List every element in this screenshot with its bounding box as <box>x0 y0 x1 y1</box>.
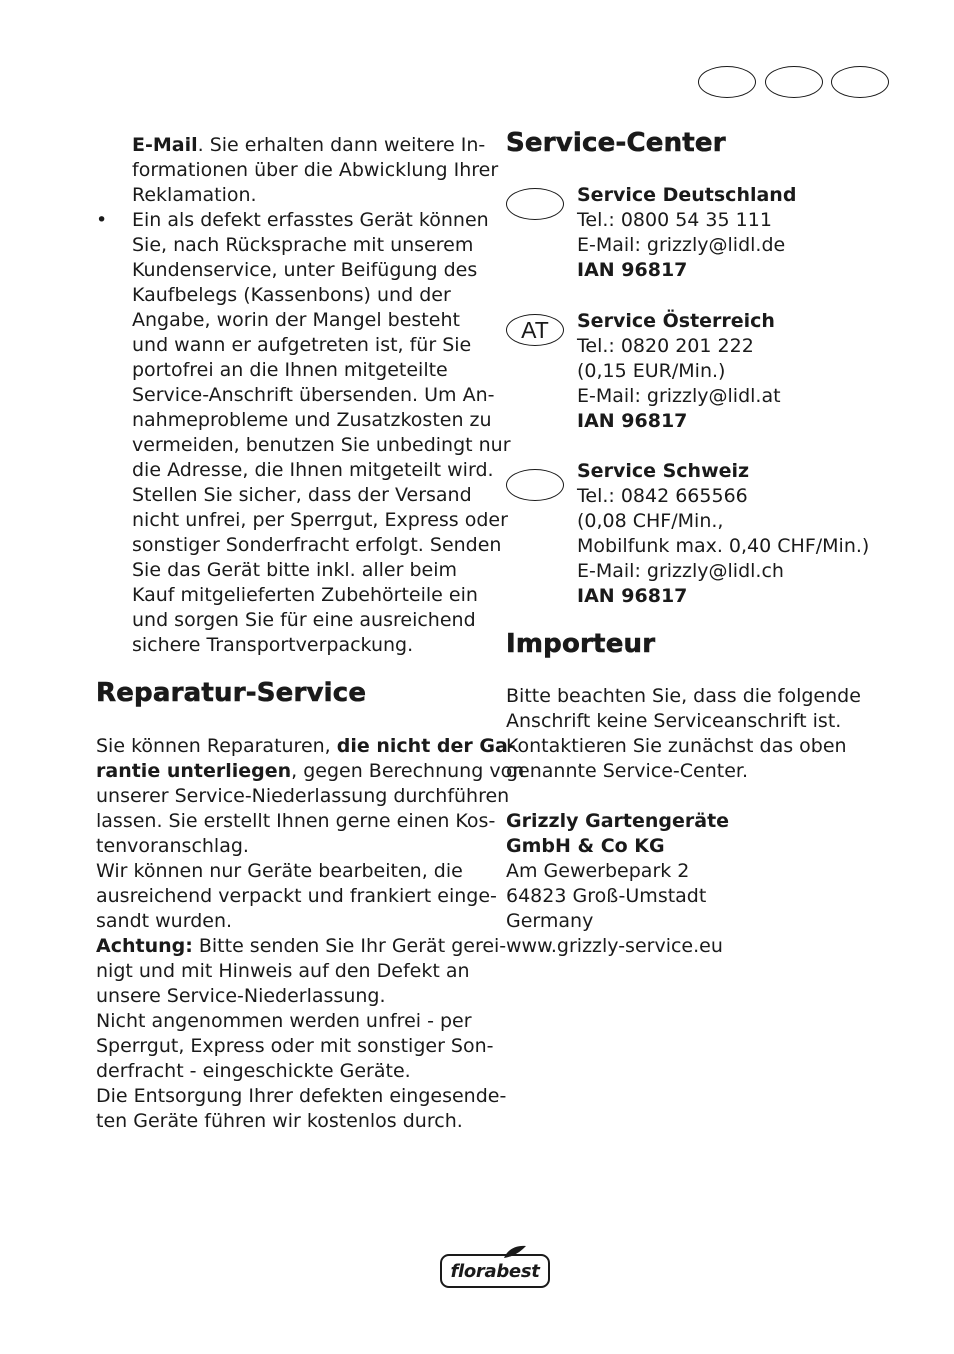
bullet-line: vermeiden, benutzen Sie unbedingt nur <box>132 434 511 456</box>
website-line: www.grizzly-service.eu <box>506 935 723 957</box>
street-line: Am Gewerbepark 2 <box>506 860 690 882</box>
importer-line: Kontaktieren Sie zunächst das oben <box>506 735 847 757</box>
logo-text: florabest <box>450 1260 540 1282</box>
bullet-line: die Adresse, die Ihnen mitgeteilt wird. <box>132 459 494 481</box>
bullet-line: und sorgen Sie für eine ausreichend <box>132 609 476 631</box>
bullet-line: sonstiger Sonderfracht erfolgt. Senden <box>132 534 502 556</box>
service-title: Service Österreich <box>577 310 775 332</box>
importer-line: Bitte beachten Sie, dass die folgende <box>506 685 861 707</box>
bullet-line: Sie das Gerät bitte inkl. aller beim <box>132 559 457 581</box>
company-name: Grizzly Gartengeräte <box>506 810 730 832</box>
country-badge-de <box>506 188 564 220</box>
repair-line: Sperrgut, Express oder mit sonstiger Son- <box>96 1035 494 1057</box>
email-line: E-Mail: grizzly@lidl.de <box>577 234 786 256</box>
bullet-line: sichere Transportverpackung. <box>132 634 414 656</box>
repair-line: sandt wurden. <box>96 910 233 932</box>
importer-address <box>506 809 729 959</box>
country-badge-at: AT <box>506 314 564 346</box>
service-title: Service Deutschland <box>577 184 797 206</box>
importer-heading: Importeur <box>506 629 656 659</box>
repair-line: unsere Service-Niederlassung. <box>96 985 386 1007</box>
bullet-line: Ein als defekt erfasstes Gerät können <box>132 209 489 231</box>
repair-line: Wir können nur Geräte bearbeiten, die <box>96 860 463 882</box>
bullet-line: Angabe, worin der Mangel besteht <box>132 309 460 331</box>
bullet-item <box>96 208 511 658</box>
bullet-line: nahmeprobleme und Zusatzkosten zu <box>132 409 492 431</box>
ian-number: IAN 96817 <box>577 410 688 432</box>
repair-service-heading: Reparatur-Service <box>96 678 367 708</box>
repair-line: tenvoranschlag. <box>96 835 249 857</box>
rate-line: (0,08 CHF/Min., <box>577 510 724 532</box>
phone-line: Tel.: 0820 201 222 <box>577 335 754 357</box>
florabest-logo <box>440 1254 550 1288</box>
service-center-switzerland <box>577 459 869 609</box>
repair-line: Sie können Reparaturen, die nicht der Ga- <box>96 735 516 757</box>
language-oval-3 <box>831 66 889 98</box>
repair-paragraph <box>96 734 524 1134</box>
phone-line: Tel.: 0800 54 35 111 <box>577 209 772 231</box>
service-title: Service Schweiz <box>577 460 750 482</box>
repair-line: Die Entsorgung Ihrer defekten eingesende- <box>96 1085 507 1107</box>
service-center-germany <box>577 183 796 283</box>
city-line: 64823 Groß-Umstadt <box>506 885 707 907</box>
email-line: E-Mail: grizzly@lidl.ch <box>577 560 784 582</box>
importer-line: genannte Service-Center. <box>506 760 749 782</box>
intro-line: E-Mail. Sie erhalten dann weitere In- <box>132 134 486 156</box>
service-center-heading: Service-Center <box>506 128 726 158</box>
bullet-line: Kaufbelegs (Kassenbons) und der <box>132 284 451 306</box>
phone-line: Tel.: 0842 665566 <box>577 485 748 507</box>
mobile-rate-line: Mobilfunk max. 0,40 CHF/Min.) <box>577 535 870 557</box>
country-line: Germany <box>506 910 594 932</box>
country-badge-ch <box>506 469 564 501</box>
intro-line: Reklamation. <box>132 184 257 206</box>
rate-line: (0,15 EUR/Min.) <box>577 360 726 382</box>
bullet-line: und wann er aufgetreten ist, für Sie <box>132 334 472 356</box>
bullet-line: Kauf mitgelieferten Zubehörteile ein <box>132 584 478 606</box>
language-oval-2 <box>765 66 823 98</box>
intro-line: formationen über die Abwicklung Ihrer <box>132 159 499 181</box>
intro-paragraph <box>132 133 498 208</box>
importer-line: Anschrift keine Serviceanschrift ist. <box>506 710 842 732</box>
repair-line: nigt und mit Hinweis auf den Defekt an <box>96 960 470 982</box>
repair-line: unserer Service-Niederlassung durchführen <box>96 785 510 807</box>
repair-line: derfracht - eingeschickte Geräte. <box>96 1060 411 1082</box>
language-oval-1 <box>698 66 756 98</box>
service-center-austria <box>577 309 781 434</box>
repair-line: ten Geräte führen wir kostenlos durch. <box>96 1110 463 1132</box>
bullet-line: Stellen Sie sicher, dass der Versand <box>132 484 472 506</box>
bullet-symbol: • <box>96 209 108 231</box>
bullet-line: portofrei an die Ihnen mitgeteilte <box>132 359 448 381</box>
repair-line: Achtung: Bitte senden Sie Ihr Gerät gerei- <box>96 935 507 957</box>
email-line: E-Mail: grizzly@lidl.at <box>577 385 781 407</box>
bullet-line: Service-Anschrift übersenden. Um An- <box>132 384 495 406</box>
ian-number: IAN 96817 <box>577 259 688 281</box>
ian-number: IAN 96817 <box>577 585 688 607</box>
repair-line: rantie unterliegen, gegen Berechnung von <box>96 760 525 782</box>
bullet-line: Sie, nach Rücksprache mit unserem <box>132 234 474 256</box>
repair-line: Nicht angenommen werden unfrei - per <box>96 1010 472 1032</box>
repair-line: lassen. Sie erstellt Ihnen gerne einen Kos- <box>96 810 496 832</box>
company-name: GmbH & Co KG <box>506 835 665 857</box>
importer-paragraph <box>506 684 861 784</box>
bullet-line: Kundenservice, unter Beifügung des <box>132 259 478 281</box>
repair-line: ausreichend verpackt und frankiert einge- <box>96 885 497 907</box>
bullet-line: nicht unfrei, per Sperrgut, Express oder <box>132 509 508 531</box>
